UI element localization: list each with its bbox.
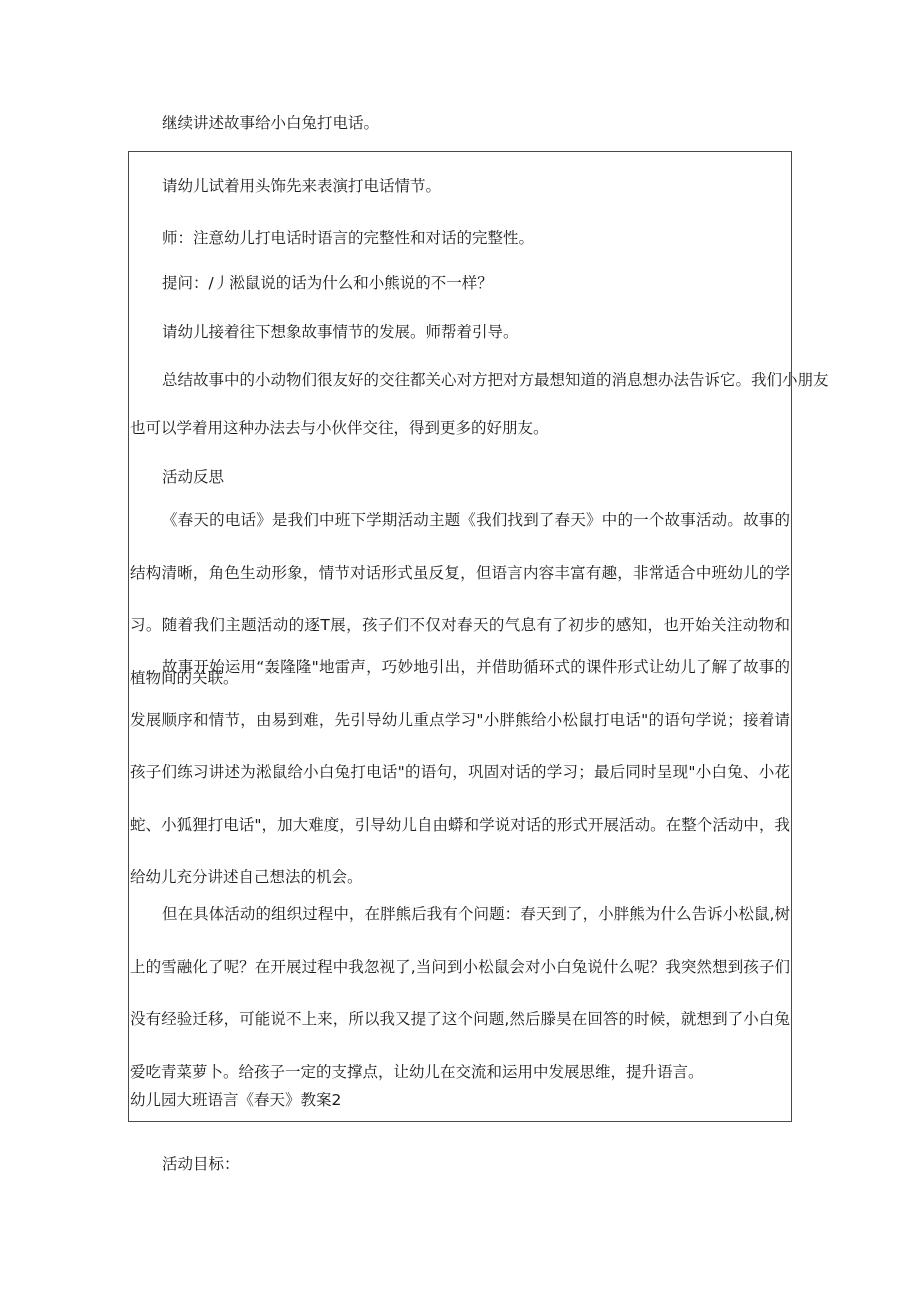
summary-line-1: 总结故事中的小动物们很友好的交往都关心对方把对方最想知道的消息想办法告诉它。我们小朋友 [162,371,829,389]
box-line-3: 提问：/丿淞鼠说的话为什么和小熊说的不一样？ [162,274,493,292]
next-lesson-title: 幼儿园大班语言《春天》教案2 [130,1091,342,1109]
summary-line-2: 也可以学着用这种办法去与小伙伴交往，得到更多的好朋友。 [130,419,549,437]
reflection-paragraph-1: 《春天的电话》是我们中班下学期活动主题《我们找到了春天》中的一个故事活动。故事的结构清晰，角色生动形象，情节对话形式虽反复，但语言内容丰富有趣，非常适合中班幼儿的学习。随着我们主题活动的逐T展，孩子们不仅对春天的气息有了初步的感知，也开始关注动物和植物间的关联。 [130,511,790,687]
reflection-paragraph-2: 故事开始运用“轰隆隆"地雷声，巧妙地引出，并借助循环式的课件形式让幼儿了解了故事的发展顺序和情节，由易到难，先引导幼儿重点学习"小胖熊给小松鼠打电话"的语句学说；接着请孩子们练习讲述为淞鼠给小白兔打电话"的语句，巩固对话的学习；最后同时呈现"小白兔、小花蛇、小狐狸打电话"，加大难度，引导幼儿自由蟒和学说对话的形式开展活动。在整个活动中，我给幼儿充分讲述自己想法的机会。 [130,658,790,886]
reflection-paragraph-3: 但在具体活动的组织过程中，在胖熊后我有个问题：春天到了，小胖熊为什么告诉小松鼠,树上的雪融化了呢？在开展过程中我忽视了,当问到小松鼠会对小白兔说什么呢？我突然想到孩子们没有经验迁移，可能说不上来，所以我又提了这个问题,然后滕昊在回答的时候，就想到了小白兔爱吃青菜萝卜。给孩子一定的支撑点，让幼儿在交流和运用中发展思维，提升语言。 [130,905,790,1081]
intro-line: 继续讲述故事给小白兔打电话。 [162,114,380,132]
box-line-2: 师：注意幼儿打电话时语言的完整性和对话的完整性。 [162,229,535,247]
activity-goals-heading: 活动目标： [162,1155,240,1173]
reflection-heading: 活动反思 [162,468,225,486]
box-line-4: 请幼儿接着往下想象故事情节的发展。师帮着引导。 [162,323,519,341]
box-line-1: 请幼儿试着用头饰先来表演打电话情节。 [162,177,442,195]
